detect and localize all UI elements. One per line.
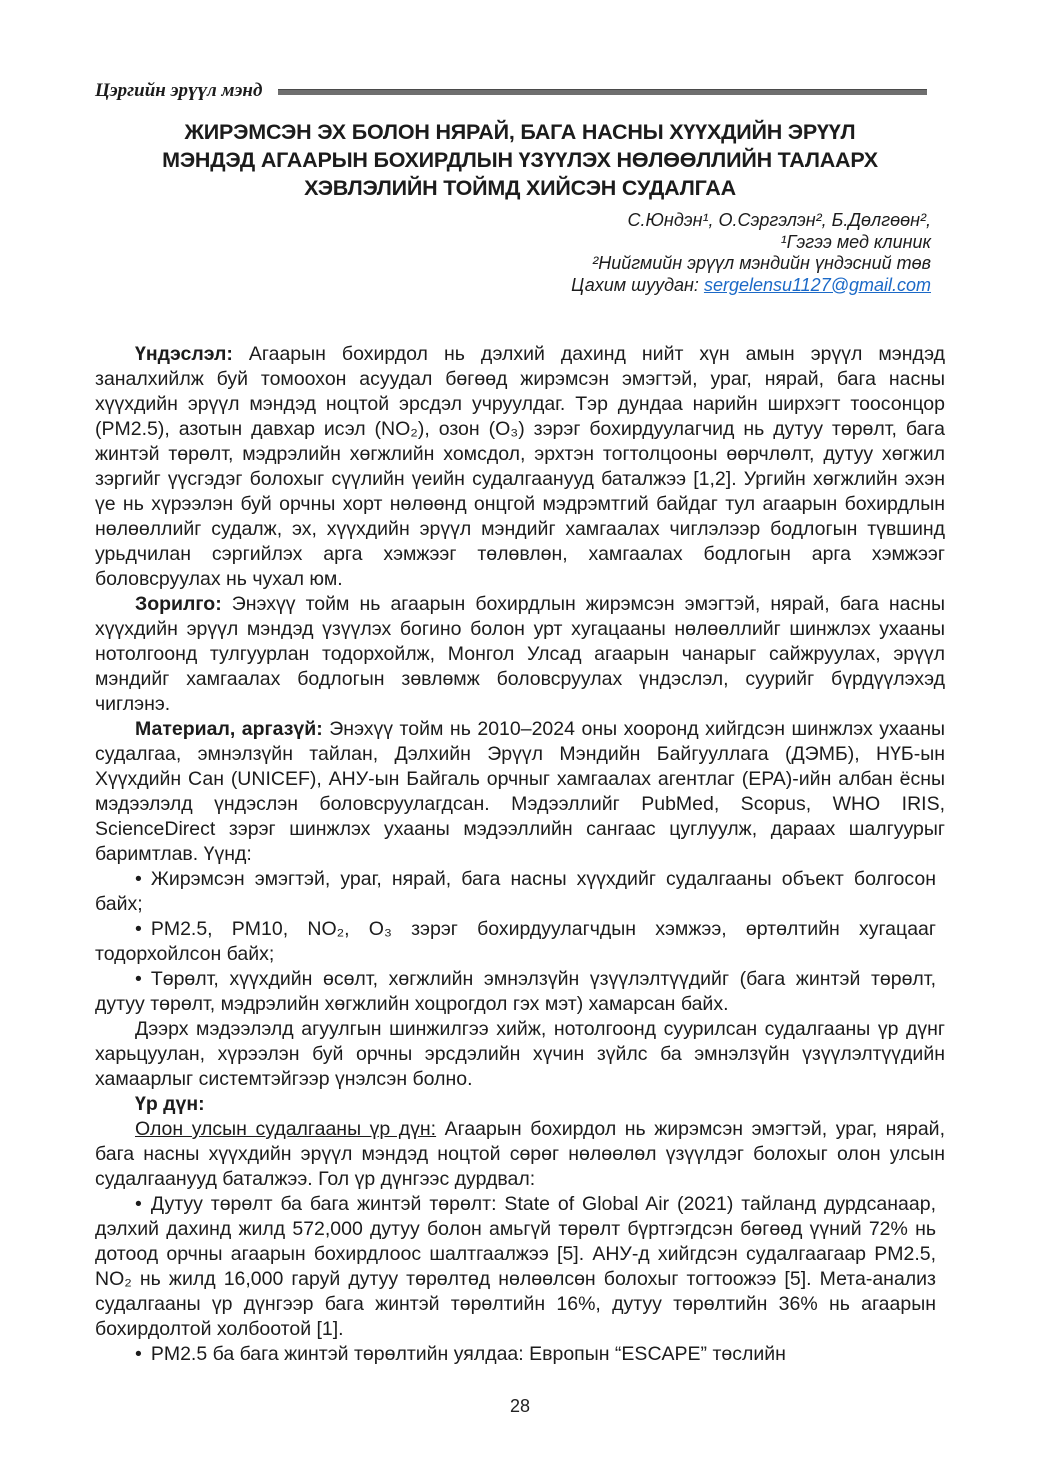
article-title-line-1: ЖИРЭМСЭН ЭХ БОЛОН НЯРАЙ, БАГА НАСНЫ ХҮҮХДИЙН ЭРҮҮЛ — [184, 120, 856, 144]
bullet-icon: • — [135, 968, 142, 990]
bullet-icon: • — [135, 1193, 142, 1215]
text-segment: Үндэслэл: — [135, 343, 249, 365]
paragraph — [95, 592, 945, 717]
text-segment: Дутуу төрөлт ба бага жинтэй төрөлт: State of Global Air (2021) тайланд дурдсанаар, дэлхий дахинд жилд 572,000 дутуу болон амьгүй төрөлт бүртгэгдсэн бөгөөд үүний 72% нь дотоод орчны агаарын бохирдлоос шалтгаалжээ [5]. АНУ-д хийгдсэн судалгаагаар PM2.5, NO₂ нь жилд 16,000 гаруй дутуу төрөлтөд нөлөөлсөн болохыг тогтоожээ [5]. Мета-анализ судалгааны үр дүнгээр бага жинтэй төрөлтийн 16%, дутуу төрөлтийн 36% нь агаарын бохирдолтой холбоотой [1]. — [95, 1193, 936, 1340]
bullet-icon: • — [135, 868, 142, 890]
text-segment: PM2.5 ба бага жинтэй төрөлтийн уялдаа: Европын “ESCAPE” төслийн — [150, 1343, 786, 1365]
text-segment: Энэхүү тойм нь агаарын бохирдлын жирэмсэн эмэгтэй, нярай, бага насны хүүхдийн эрүүл мэндэд үзүүлэх богино болон урт хугацааны нөлөөллийг шинжлэх ухааны нотолгоонд тулгуурлан тодорхойлж, Монгол Улсад агаарын чанарыг сайжруулах, эрүүл мэндийг хамгаалах бодлогын зөвлөмж боловсруулах үндэслэл, суурийг бүрдүүлэхэд чиглэнэ. — [95, 593, 946, 715]
journal-title: Цэргийн эрүүл мэнд — [95, 80, 263, 101]
article-title — [95, 118, 945, 202]
text-segment: Төрөлт, хүүхдийн өсөлт, хөгжлийн эмнэлзүйн үзүүлэлтүүдийг (бага жинтэй төрөлт, дутуу төрөлт, мэдрэлийн хөгжлийн хоцрогдол гэх мэт) хамарсан байх. — [95, 968, 936, 1015]
paragraph — [95, 1092, 945, 1117]
bullet-item — [95, 1342, 936, 1367]
authors-block — [95, 210, 931, 296]
header-divider — [278, 89, 927, 95]
text-segment: Үр дүн: — [135, 1093, 205, 1115]
text-segment: Материал, аргазүй: — [135, 718, 330, 740]
contact-line — [95, 275, 931, 297]
text-segment: PM2.5, PM10, NO₂, O₃ зэрэг бохирдуулагчдын хэмжээ, өртөлтийн хугацааг тодорхойлсон байх; — [95, 918, 936, 965]
text-segment: Энэхүү тойм нь 2010–2024 оны хооронд хийгдсэн шинжлэх ухааны судалгаа, эмнэлзүйн тайлан, Дэлхийн Эрүүл Мэндийн Байгууллага (ДЭМБ), НҮБ-ын Хүүхдийн Сан (UNICEF), АНУ-ын Байгаль орчныг хамгаалах агентлаг (EPA)-ийн албан ёсны мэдээлэлд үндэслэн боловсруулагдсан. Мэдээллийг PubMed, Scopus, WHO IRIS, ScienceDirect зэрэг шинжлэх ухааны мэдээллийн сангаас цуглуулж, дараах шалгуурыг баримтлав. Үүнд: — [95, 718, 945, 865]
text-segment: Агаарын бохирдол нь жирэмсэн эмэгтэй, ураг, нярай, бага насны хүүхдийн эрүүл мэндэд ноцтой сөрөг нөлөөлөл үзүүлдэг болохыг олон улсын судалгаанууд баталжээ. Гол үр дүнгээс дурдвал: — [95, 1118, 945, 1190]
running-header — [95, 80, 945, 102]
bullet-icon: • — [135, 918, 142, 940]
article-body — [95, 342, 945, 1367]
page-number: 28 — [509, 1396, 531, 1416]
text-segment: Дээрх мэдээлэлд агуулгын шинжилгээ хийж, нотолгоонд суурилсан судалгааны үр дүнг харьцуулан, хүрээлэн буй орчны эрсдэлийн хүчин зүйлс ба эмнэлзүйн үзүүлэлтүүдийн хамаарлыг системтэйгээр үнэлсэн болно. — [95, 1018, 945, 1090]
bullet-item — [95, 867, 936, 917]
bullet-item — [95, 917, 936, 967]
text-segment: Зорилго: — [135, 593, 232, 615]
bullet-icon: • — [135, 1343, 142, 1365]
affiliation-2: ²Нийгмийн эрүүл мэндийн үндэсний төв — [592, 253, 931, 273]
paragraph — [95, 1117, 945, 1192]
text-segment: Олон улсын судалгааны үр дүн: — [135, 1118, 437, 1140]
email-link[interactable]: sergelensu1127@gmail.com — [703, 274, 931, 295]
paragraph — [95, 342, 945, 592]
text-segment: Агаарын бохирдол нь дэлхий дахинд нийт хүн амын эрүүл мэндэд заналхийлж буй томоохон асуудал бөгөөд жирэмсэн эмэгтэй, ураг, нярай, бага насны хүүхдийн эрүүл мэндэд ноцтой эрсдэл учруулдаг. Тэр дундаа нарийн ширхэгт тоосонцор (PM2.5), азотын давхар исэл (NO₂), озон (O₃) зэрэг бохирдуулагчид нь дутуу төрөлт, бага жинтэй төрөлт, мэдрэлийн хөгжлийн хомсдол, эрхтэн тогтолцооны өөрчлөлт, дутуу хөгжил зэргийг үүсгэдэг болохыг сүүлийн үеийн судалгаанууд баталжээ [1,2]. Ургийн хөгжлийн эхэн үе нь хүрээлэн буй орчны хорт нөлөөнд онцгой мэдрэмтгий байдаг тул агаарын бохирдлын нөлөөллийг судалж, эх, хүүхдийн эрүүл мэндийг хамгаалах чиглэлээр бодлогын түвшинд урьдчилан сэргийлэх арга хэмжээг төлөвлөн, хамгаалах бодлогын арга хэмжээг боловсруулах нь чухал юм. — [95, 343, 946, 590]
paragraph — [95, 717, 945, 867]
paragraph — [95, 1017, 945, 1092]
email-label: Цахим шуудан: — [571, 274, 704, 295]
bullet-item — [95, 967, 936, 1017]
affiliation-1: ¹Гэгээ мед клиник — [780, 231, 931, 252]
authors-names: С.Юндэн¹, О.Сэргэлэн², Б.Дөлгөөн², — [627, 210, 931, 230]
bullet-item — [95, 1192, 936, 1342]
article-title-line-3: ХЭВЛЭЛИЙН ТОЙМД ХИЙСЭН СУДАЛГАА — [304, 176, 736, 200]
article-title-line-2: МЭНДЭД АГААРЫН БОХИРДЛЫН ҮЗҮҮЛЭХ НӨЛӨӨЛЛИЙН ТАЛААРХ — [162, 148, 878, 172]
text-segment: Жирэмсэн эмэгтэй, ураг, нярай, бага насны хүүхдийг судалгааны объект болгосон байх; — [95, 868, 936, 915]
